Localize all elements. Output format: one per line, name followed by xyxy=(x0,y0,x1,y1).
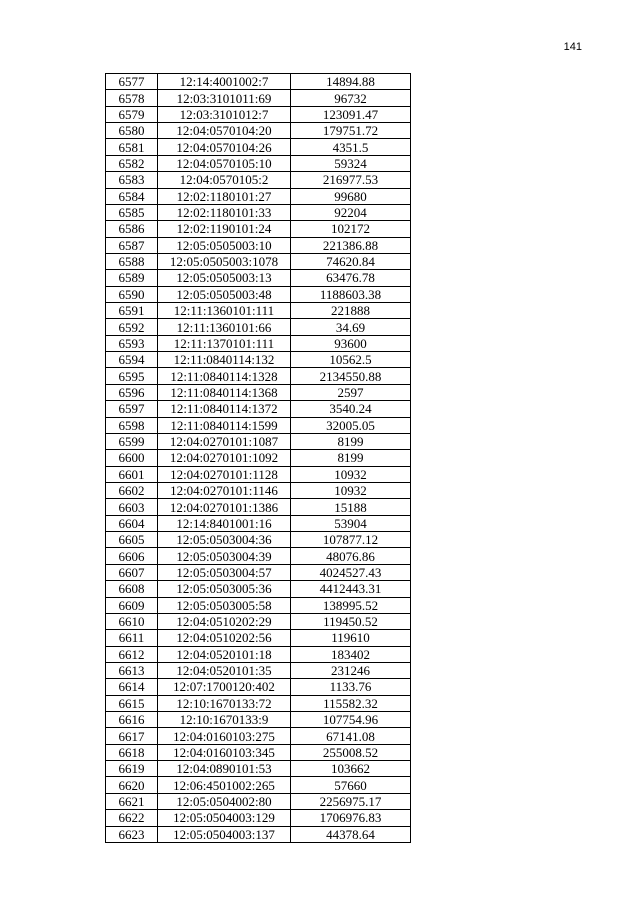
table-row xyxy=(106,679,411,695)
cadastral-number-cell: 12:07:1700120:402 xyxy=(158,679,291,695)
value-cell: 221888 xyxy=(291,303,411,319)
row-number-cell: 6591 xyxy=(106,303,158,319)
value-cell: 10562.5 xyxy=(291,352,411,368)
row-number-cell: 6579 xyxy=(106,106,158,122)
value-cell: 99680 xyxy=(291,188,411,204)
table-row xyxy=(106,303,411,319)
value-cell: 8199 xyxy=(291,433,411,449)
cadastral-number-cell: 12:11:0840114:132 xyxy=(158,352,291,368)
table-row xyxy=(106,319,411,335)
cadastral-number-cell: 12:04:0160103:275 xyxy=(158,728,291,744)
table-row xyxy=(106,826,411,842)
table-row xyxy=(106,646,411,662)
cadastral-number-cell: 12:05:0503005:58 xyxy=(158,597,291,613)
value-cell: 1706976.83 xyxy=(291,810,411,826)
cadastral-number-cell: 12:05:0505003:10 xyxy=(158,237,291,253)
table-row xyxy=(106,155,411,171)
value-cell: 63476.78 xyxy=(291,270,411,286)
value-cell: 1188603.38 xyxy=(291,286,411,302)
row-number-cell: 6610 xyxy=(106,613,158,629)
cadastral-number-cell: 12:11:0840114:1328 xyxy=(158,368,291,384)
row-number-cell: 6603 xyxy=(106,499,158,515)
row-number-cell: 6612 xyxy=(106,646,158,662)
cadastral-number-cell: 12:04:0570104:26 xyxy=(158,139,291,155)
row-number-cell: 6604 xyxy=(106,515,158,531)
cadastral-number-cell: 12:03:3101012:7 xyxy=(158,106,291,122)
cadastral-number-cell: 12:11:1370101:111 xyxy=(158,335,291,351)
cadastral-number-cell: 12:04:0270101:1087 xyxy=(158,433,291,449)
row-number-cell: 6616 xyxy=(106,712,158,728)
value-cell: 119450.52 xyxy=(291,613,411,629)
table-row xyxy=(106,581,411,597)
value-cell: 10932 xyxy=(291,466,411,482)
value-cell: 74620.84 xyxy=(291,253,411,269)
value-cell: 15188 xyxy=(291,499,411,515)
value-cell: 103662 xyxy=(291,761,411,777)
value-cell: 2597 xyxy=(291,384,411,400)
cadastral-number-cell: 12:04:0520101:35 xyxy=(158,662,291,678)
table-row xyxy=(106,352,411,368)
cadastral-number-cell: 12:05:0504003:129 xyxy=(158,810,291,826)
value-cell: 221386.88 xyxy=(291,237,411,253)
row-number-cell: 6600 xyxy=(106,450,158,466)
table-row xyxy=(106,139,411,155)
row-number-cell: 6586 xyxy=(106,221,158,237)
value-cell: 93600 xyxy=(291,335,411,351)
cadastral-number-cell: 12:02:1180101:27 xyxy=(158,188,291,204)
cadastral-number-cell: 12:04:0510202:29 xyxy=(158,613,291,629)
value-cell: 2256975.17 xyxy=(291,793,411,809)
cadastral-number-cell: 12:05:0503004:39 xyxy=(158,548,291,564)
cadastral-number-cell: 12:05:0505003:1078 xyxy=(158,253,291,269)
cadastral-number-cell: 12:14:4001002:7 xyxy=(158,74,291,90)
row-number-cell: 6594 xyxy=(106,352,158,368)
cadastral-number-cell: 12:04:0570104:20 xyxy=(158,123,291,139)
cadastral-number-cell: 12:05:0503004:57 xyxy=(158,564,291,580)
row-number-cell: 6585 xyxy=(106,204,158,220)
cadastral-number-cell: 12:04:0270101:1146 xyxy=(158,482,291,498)
cadastral-number-cell: 12:11:1360101:66 xyxy=(158,319,291,335)
data-table xyxy=(105,73,411,843)
table-row xyxy=(106,630,411,646)
table-row xyxy=(106,810,411,826)
cadastral-number-cell: 12:02:1190101:24 xyxy=(158,221,291,237)
row-number-cell: 6598 xyxy=(106,417,158,433)
table-row xyxy=(106,286,411,302)
row-number-cell: 6621 xyxy=(106,793,158,809)
row-number-cell: 6584 xyxy=(106,188,158,204)
table-row xyxy=(106,270,411,286)
value-cell: 92204 xyxy=(291,204,411,220)
table-row xyxy=(106,515,411,531)
table-row xyxy=(106,450,411,466)
value-cell: 107754.96 xyxy=(291,712,411,728)
table-row xyxy=(106,74,411,90)
table-row xyxy=(106,188,411,204)
cadastral-number-cell: 12:04:0570105:2 xyxy=(158,172,291,188)
row-number-cell: 6577 xyxy=(106,74,158,90)
value-cell: 107877.12 xyxy=(291,532,411,548)
row-number-cell: 6619 xyxy=(106,761,158,777)
table-row xyxy=(106,221,411,237)
value-cell: 4351.5 xyxy=(291,139,411,155)
table-row xyxy=(106,613,411,629)
value-cell: 8199 xyxy=(291,450,411,466)
row-number-cell: 6587 xyxy=(106,237,158,253)
row-number-cell: 6623 xyxy=(106,826,158,842)
cadastral-number-cell: 12:11:0840114:1372 xyxy=(158,401,291,417)
value-cell: 10932 xyxy=(291,482,411,498)
table-row xyxy=(106,384,411,400)
table-row xyxy=(106,466,411,482)
row-number-cell: 6593 xyxy=(106,335,158,351)
value-cell: 1133.76 xyxy=(291,679,411,695)
row-number-cell: 6617 xyxy=(106,728,158,744)
row-number-cell: 6606 xyxy=(106,548,158,564)
cadastral-number-cell: 12:04:0270101:1386 xyxy=(158,499,291,515)
row-number-cell: 6614 xyxy=(106,679,158,695)
table-row xyxy=(106,712,411,728)
row-number-cell: 6620 xyxy=(106,777,158,793)
row-number-cell: 6597 xyxy=(106,401,158,417)
row-number-cell: 6581 xyxy=(106,139,158,155)
value-cell: 179751.72 xyxy=(291,123,411,139)
row-number-cell: 6580 xyxy=(106,123,158,139)
cadastral-number-cell: 12:05:0505003:48 xyxy=(158,286,291,302)
cadastral-number-cell: 12:14:8401001:16 xyxy=(158,515,291,531)
table-row xyxy=(106,548,411,564)
value-cell: 48076.86 xyxy=(291,548,411,564)
value-cell: 96732 xyxy=(291,90,411,106)
value-cell: 53904 xyxy=(291,515,411,531)
table-row xyxy=(106,204,411,220)
table-row xyxy=(106,253,411,269)
row-number-cell: 6611 xyxy=(106,630,158,646)
value-cell: 115582.32 xyxy=(291,695,411,711)
value-cell: 2134550.88 xyxy=(291,368,411,384)
row-number-cell: 6609 xyxy=(106,597,158,613)
value-cell: 32005.05 xyxy=(291,417,411,433)
table-row xyxy=(106,532,411,548)
value-cell: 59324 xyxy=(291,155,411,171)
row-number-cell: 6596 xyxy=(106,384,158,400)
value-cell: 14894.88 xyxy=(291,74,411,90)
row-number-cell: 6601 xyxy=(106,466,158,482)
page-number: 141 xyxy=(563,41,582,53)
cadastral-number-cell: 12:05:0503005:36 xyxy=(158,581,291,597)
cadastral-number-cell: 12:04:0270101:1128 xyxy=(158,466,291,482)
value-cell: 255008.52 xyxy=(291,744,411,760)
row-number-cell: 6615 xyxy=(106,695,158,711)
table-row xyxy=(106,90,411,106)
row-number-cell: 6592 xyxy=(106,319,158,335)
row-number-cell: 6599 xyxy=(106,433,158,449)
table-row xyxy=(106,401,411,417)
table-row xyxy=(106,777,411,793)
table-row xyxy=(106,793,411,809)
cadastral-number-cell: 12:11:1360101:111 xyxy=(158,303,291,319)
row-number-cell: 6607 xyxy=(106,564,158,580)
value-cell: 216977.53 xyxy=(291,172,411,188)
cadastral-number-cell: 12:04:0270101:1092 xyxy=(158,450,291,466)
cadastral-number-cell: 12:03:3101011:69 xyxy=(158,90,291,106)
table-row xyxy=(106,482,411,498)
cadastral-number-cell: 12:05:0503004:36 xyxy=(158,532,291,548)
row-number-cell: 6602 xyxy=(106,482,158,498)
row-number-cell: 6589 xyxy=(106,270,158,286)
value-cell: 119610 xyxy=(291,630,411,646)
table-row xyxy=(106,662,411,678)
row-number-cell: 6622 xyxy=(106,810,158,826)
table-row xyxy=(106,237,411,253)
cadastral-number-cell: 12:04:0510202:56 xyxy=(158,630,291,646)
value-cell: 102172 xyxy=(291,221,411,237)
cadastral-number-cell: 12:06:4501002:265 xyxy=(158,777,291,793)
table-row xyxy=(106,172,411,188)
table-row xyxy=(106,728,411,744)
table-row xyxy=(106,335,411,351)
table-row xyxy=(106,695,411,711)
row-number-cell: 6605 xyxy=(106,532,158,548)
value-cell: 231246 xyxy=(291,662,411,678)
row-number-cell: 6578 xyxy=(106,90,158,106)
table-body xyxy=(106,74,411,843)
row-number-cell: 6582 xyxy=(106,155,158,171)
table-row xyxy=(106,433,411,449)
table-row xyxy=(106,123,411,139)
cadastral-number-cell: 12:05:0504002:80 xyxy=(158,793,291,809)
table-row xyxy=(106,761,411,777)
value-cell: 34.69 xyxy=(291,319,411,335)
row-number-cell: 6590 xyxy=(106,286,158,302)
row-number-cell: 6595 xyxy=(106,368,158,384)
cadastral-number-cell: 12:04:0160103:345 xyxy=(158,744,291,760)
value-cell: 67141.08 xyxy=(291,728,411,744)
cadastral-number-cell: 12:11:0840114:1368 xyxy=(158,384,291,400)
value-cell: 123091.47 xyxy=(291,106,411,122)
cadastral-number-cell: 12:10:1670133:72 xyxy=(158,695,291,711)
value-cell: 4024527.43 xyxy=(291,564,411,580)
table-row xyxy=(106,744,411,760)
table-row xyxy=(106,417,411,433)
cadastral-number-cell: 12:11:0840114:1599 xyxy=(158,417,291,433)
cadastral-number-cell: 12:02:1180101:33 xyxy=(158,204,291,220)
value-cell: 138995.52 xyxy=(291,597,411,613)
row-number-cell: 6583 xyxy=(106,172,158,188)
table-row xyxy=(106,597,411,613)
table-row xyxy=(106,499,411,515)
value-cell: 57660 xyxy=(291,777,411,793)
cadastral-number-cell: 12:10:1670133:9 xyxy=(158,712,291,728)
row-number-cell: 6618 xyxy=(106,744,158,760)
cadastral-number-cell: 12:05:0504003:137 xyxy=(158,826,291,842)
row-number-cell: 6588 xyxy=(106,253,158,269)
value-cell: 4412443.31 xyxy=(291,581,411,597)
row-number-cell: 6613 xyxy=(106,662,158,678)
cadastral-number-cell: 12:04:0520101:18 xyxy=(158,646,291,662)
table-row xyxy=(106,368,411,384)
value-cell: 183402 xyxy=(291,646,411,662)
cadastral-number-cell: 12:04:0570105:10 xyxy=(158,155,291,171)
table-row xyxy=(106,106,411,122)
value-cell: 44378.64 xyxy=(291,826,411,842)
cadastral-number-cell: 12:04:0890101:53 xyxy=(158,761,291,777)
row-number-cell: 6608 xyxy=(106,581,158,597)
table-row xyxy=(106,564,411,580)
value-cell: 3540.24 xyxy=(291,401,411,417)
cadastral-number-cell: 12:05:0505003:13 xyxy=(158,270,291,286)
